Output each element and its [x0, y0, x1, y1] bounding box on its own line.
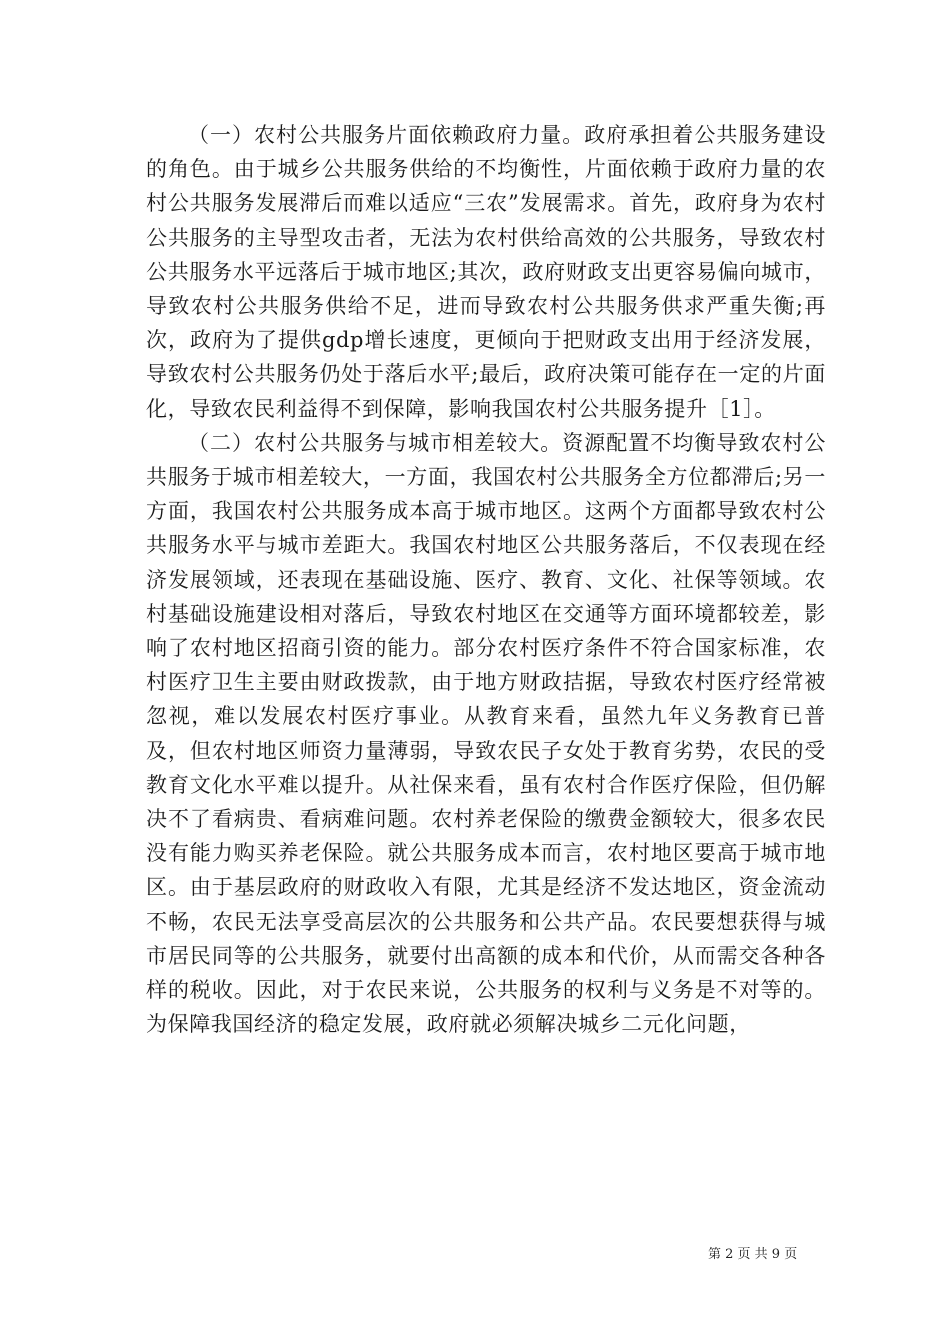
- page-number-footer: 第 2 页 共 9 页: [708, 1247, 798, 1262]
- document-body: [146, 118, 826, 1041]
- paragraph-rural-urban-gap: （二）农村公共服务与城市相差较大。资源配置不均衡导致农村公共服务于城市相差较大，一方面，我国农村公共服务全方位都滞后;另一方面，我国农村公共服务成本高于城市地区。这两个方面都导致农村公共服务水平与城市差距大。我国农村地区公共服务落后，不仅表现在经济发展领域，还表现在基础设施、医疗、教育、文化、社保等领域。农村基础设施建设相对落后，导致农村地区在交通等方面环境都较差，影响了农村地区招商引资的能力。部分农村医疗条件不符合国家标准，农村医疗卫生主要由财政拨款，由于地方财政拮据，导致农村医疗经常被忽视，难以发展农村医疗事业。从教育来看，虽然九年义务教育已普及，但农村地区师资力量薄弱，导致农民子女处于教育劣势，农民的受教育文化水平难以提升。从社保来看，虽有农村合作医疗保险，但仍解决不了看病贵、看病难问题。农村养老保险的缴费金额较大，很多农民没有能力购买养老保险。就公共服务成本而言，农村地区要高于城市地区。由于基层政府的财政收入有限，尤其是经济不发达地区，资金流动不畅，农民无法享受高层次的公共服务和公共产品。农民要想获得与城市居民同等的公共服务，就要付出高额的成本和代价，从而需交各种各样的税收。因此，对于农民来说，公共服务的权利与义务是不对等的。为保障我国经济的稳定发展，政府就必须解决城乡二元化问题，: [146, 430, 826, 1037]
- paragraph-rural-public-service-reliance: （一）农村公共服务片面依赖政府力量。政府承担着公共服务建设的角色。由于城乡公共服务供给的不均衡性，片面依赖于政府力量的农村公共服务发展滞后而难以适应“三农”发展需求。首先，政府身为农村公共服务的主导型攻击者，无法为农村供给高效的公共服务，导致农村公共服务水平远落后于城市地区;其次，政府财政支出更容易偏向城市，导致农村公共服务供给不足，进而导致农村公共服务供求严重失衡;再次，政府为了提供gdp增长速度，更倾向于把财政支出用于经济发展，导致农村公共服务仍处于落后水平;最后，政府决策可能存在一定的片面化，导致农民利益得不到保障，影响我国农村公共服务提升［1］。: [146, 123, 826, 421]
